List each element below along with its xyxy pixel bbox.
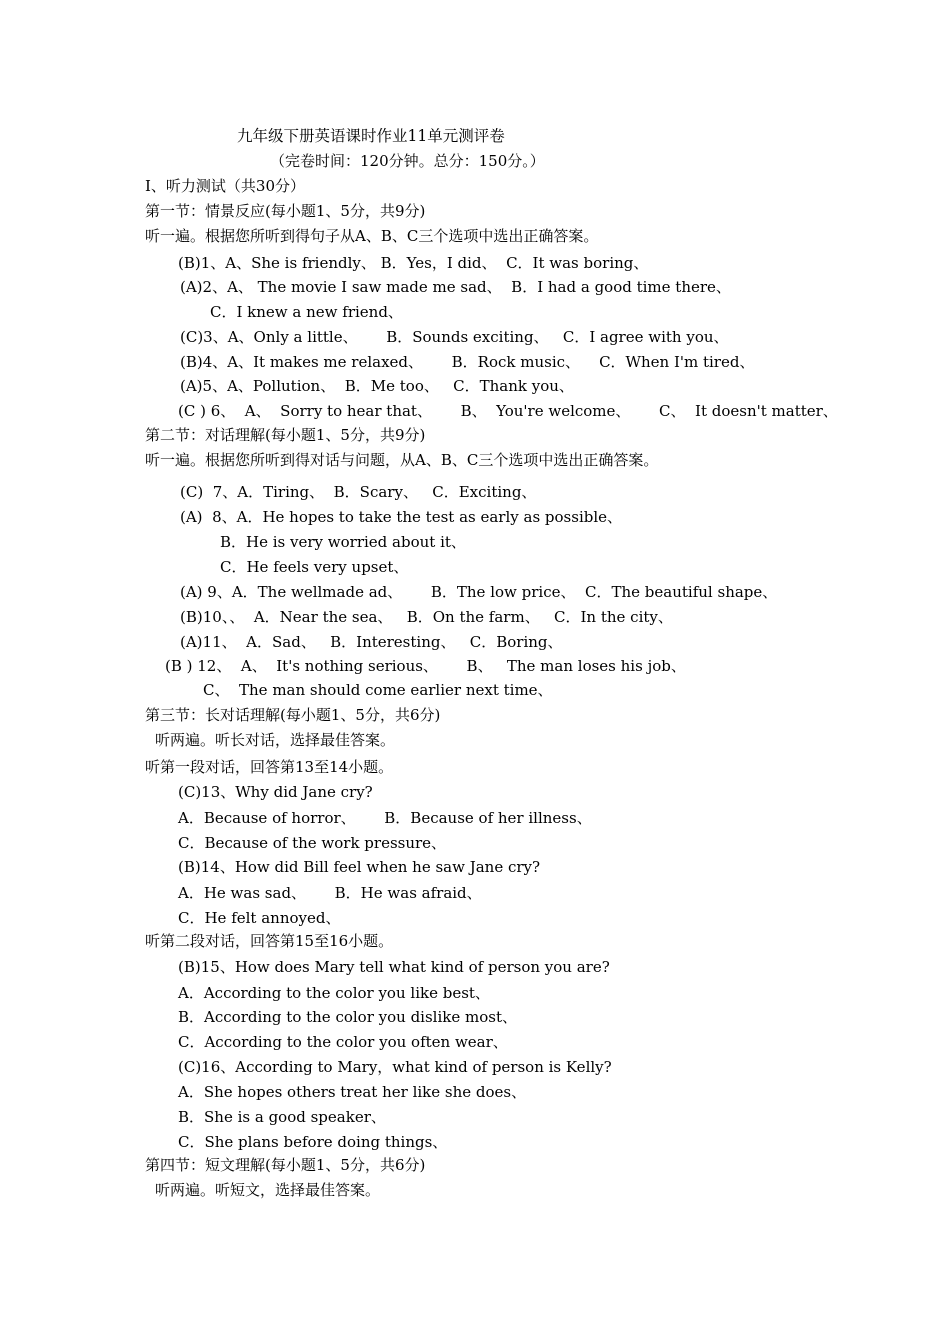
question-6: (C ) 6、 A、 Sorry to hear that、 B、 You're welcome、 C、 It doesn't matter、 bbox=[178, 402, 838, 420]
question-2: (A)2、A、 The movie I saw made me sad、 B．I had a good time there、 bbox=[180, 278, 731, 296]
section-4-header: 第四节：短文理解(每小题1、5分，共6分) bbox=[145, 1156, 426, 1174]
question-5: (A)5、A、Pollution、 B．Me too、 C．Thank you、 bbox=[180, 377, 574, 395]
dialog-2-intro: 听第二段对话，回答第15至16小题。 bbox=[145, 932, 394, 950]
question-1: (B)1、A、She is friendly、 B．Yes，I did、 C．It was boring、 bbox=[178, 254, 649, 272]
question-8: (A) 8、A．He hopes to take the test as early as possible、 bbox=[180, 508, 623, 526]
question-12-option-c: C、 The man should come earlier next time、 bbox=[203, 681, 553, 699]
question-16-option-a: A．She hopes others treat her like she does、 bbox=[178, 1083, 527, 1101]
question-15-option-b: B．According to the color you dislike most、 bbox=[178, 1008, 517, 1026]
question-3: (C)3、A、Only a little、 B．Sounds exciting、 C．I agree with you、 bbox=[180, 328, 729, 346]
question-8-option-b: B．He is very worried about it、 bbox=[220, 533, 466, 551]
question-16-option-b: B．She is a good speaker、 bbox=[178, 1108, 386, 1126]
question-13-options-ab: A．Because of horror、 B．Because of her illness、 bbox=[178, 809, 592, 827]
question-9: (A) 9、A．The wellmade ad、 B．The low price、 C．The beautiful shape、 bbox=[180, 583, 778, 601]
part-heading: I、听力测试（共30分） bbox=[145, 177, 306, 195]
question-8-option-c: C．He feels very upset、 bbox=[220, 558, 409, 576]
question-16: (C)16、According to Mary，what kind of person is Kelly? bbox=[178, 1058, 612, 1076]
question-12: (B ) 12、 A、 It's nothing serious、 B、 The man loses his job、 bbox=[165, 657, 686, 675]
question-14-option-c: C．He felt annoyed、 bbox=[178, 909, 341, 927]
question-15: (B)15、How does Mary tell what kind of person you are? bbox=[178, 958, 610, 976]
question-14: (B)14、How did Bill feel when he saw Jane cry? bbox=[178, 858, 541, 876]
section-3-header: 第三节：长对话理解(每小题1、5分，共6分) bbox=[145, 706, 441, 724]
section-2-instruction: 听一遍。根据您所听到得对话与问题，从A、B、C三个选项中选出正确答案。 bbox=[145, 451, 659, 469]
dialog-1-intro: 听第一段对话，回答第13至14小题。 bbox=[145, 758, 394, 776]
question-2-option-c: C．I knew a new friend、 bbox=[210, 303, 403, 321]
section-1-instruction: 听一遍。根据您所听到得句子从A、B、C三个选项中选出正确答案。 bbox=[145, 227, 599, 245]
question-11: (A)11、 A．Sad、 B．Interesting、 C．Boring、 bbox=[180, 633, 563, 651]
question-13: (C)13、Why did Jane cry? bbox=[178, 783, 373, 801]
question-15-option-a: A．According to the color you like best、 bbox=[178, 984, 490, 1002]
question-16-option-c: C．She plans before doing things、 bbox=[178, 1133, 448, 1151]
question-14-options-ab: A．He was sad、 B．He was afraid、 bbox=[178, 884, 482, 902]
question-10: (B)10、、 A．Near the sea、 B．On the farm、 C．In the city、 bbox=[180, 608, 673, 626]
section-1-header: 第一节：情景反应(每小题1、5分，共9分) bbox=[145, 202, 426, 220]
question-15-option-c: C．According to the color you often wear、 bbox=[178, 1033, 508, 1051]
doc-subtitle: （完卷时间：120分钟。总分：150分。） bbox=[270, 152, 545, 170]
question-4: (B)4、A、It makes me relaxed、 B．Rock music、 C．When I'm tired、 bbox=[180, 353, 755, 371]
question-13-option-c: C．Because of the work pressure、 bbox=[178, 834, 447, 852]
section-2-header: 第二节：对话理解(每小题1、5分，共9分) bbox=[145, 426, 426, 444]
doc-title: 九年级下册英语课时作业11单元测评卷 bbox=[237, 127, 505, 145]
section-3-instruction: 听两遍。听长对话，选择最佳答案。 bbox=[155, 731, 396, 749]
section-4-instruction: 听两遍。听短文，选择最佳答案。 bbox=[155, 1181, 381, 1199]
question-7: (C) 7、A．Tiring、 B．Scary、 C．Exciting、 bbox=[180, 483, 537, 501]
